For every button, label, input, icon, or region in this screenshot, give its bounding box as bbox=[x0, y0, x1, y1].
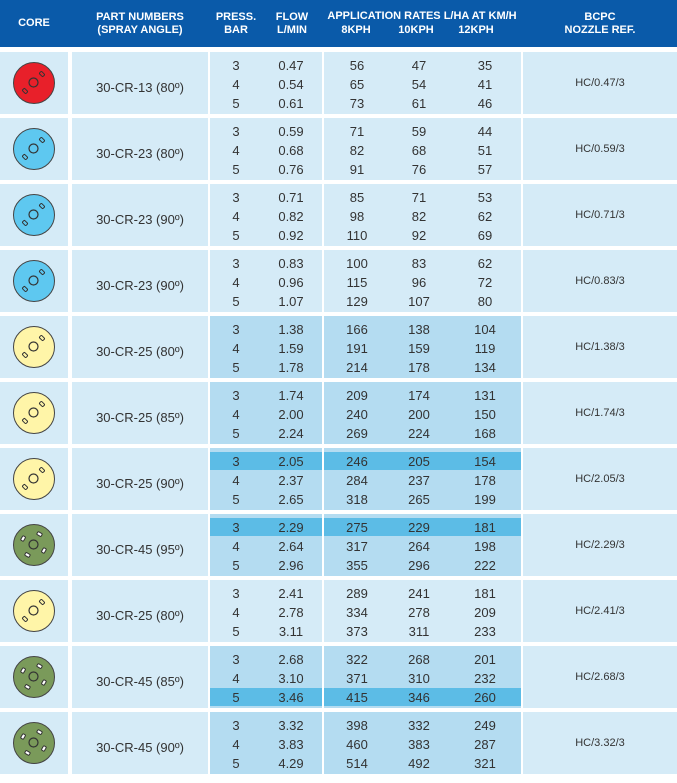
rate-12kph: 321 bbox=[474, 756, 496, 771]
rate-8kph: 355 bbox=[346, 558, 368, 573]
rate-12kph: 134 bbox=[474, 360, 496, 375]
data-line bbox=[0, 754, 677, 773]
header-pressure bbox=[210, 0, 262, 47]
part-number: 30-CR-25 (85º) bbox=[72, 382, 208, 444]
rate-10kph: 296 bbox=[408, 558, 430, 573]
rate-12kph: 199 bbox=[474, 492, 496, 507]
pressure-value: 4 bbox=[232, 539, 240, 554]
rate-10kph: 178 bbox=[408, 360, 430, 375]
data-line bbox=[0, 56, 677, 75]
bcpc-ref: HC/0.71/3 bbox=[523, 184, 677, 246]
rate-8kph: 284 bbox=[346, 473, 368, 488]
rate-12kph: 41 bbox=[477, 77, 493, 92]
pressure-value: 4 bbox=[232, 473, 240, 488]
data-line bbox=[0, 735, 677, 754]
rate-8kph: 371 bbox=[346, 671, 368, 686]
pressure-value: 3 bbox=[232, 322, 240, 337]
rate-8kph: 246 bbox=[346, 454, 368, 469]
bcpc-ref: HC/2.41/3 bbox=[523, 580, 677, 642]
pressure-value: 5 bbox=[232, 228, 240, 243]
rate-10kph: 492 bbox=[408, 756, 430, 771]
header-flow-line2: L/MIN bbox=[277, 23, 307, 36]
rate-8kph: 334 bbox=[346, 605, 368, 620]
flow-value: 2.64 bbox=[278, 539, 304, 554]
flow-value: 0.59 bbox=[278, 124, 304, 139]
rate-8kph: 460 bbox=[346, 737, 368, 752]
part-number: 30-CR-25 (80º) bbox=[72, 316, 208, 378]
flow-value: 1.07 bbox=[278, 294, 304, 309]
data-line bbox=[0, 386, 677, 405]
pressure-value: 3 bbox=[232, 388, 240, 403]
rate-12kph: 178 bbox=[474, 473, 496, 488]
table-row bbox=[0, 250, 677, 312]
header-speed-10: 10KPH bbox=[398, 24, 434, 36]
rate-10kph: 310 bbox=[408, 671, 430, 686]
flow-value: 2.00 bbox=[278, 407, 304, 422]
rate-8kph: 115 bbox=[346, 275, 368, 290]
flow-value: 0.71 bbox=[278, 190, 304, 205]
flow-value: 2.68 bbox=[278, 652, 304, 667]
data-line bbox=[0, 622, 677, 641]
rate-12kph: 72 bbox=[477, 275, 493, 290]
pressure-value: 3 bbox=[232, 652, 240, 667]
data-line bbox=[0, 358, 677, 377]
flow-value: 1.59 bbox=[278, 341, 304, 356]
rate-10kph: 82 bbox=[411, 209, 427, 224]
data-line bbox=[0, 490, 677, 509]
rate-10kph: 332 bbox=[408, 718, 430, 733]
bcpc-ref: HC/2.29/3 bbox=[523, 514, 677, 576]
pressure-value: 4 bbox=[232, 209, 240, 224]
flow-value: 1.78 bbox=[278, 360, 304, 375]
header-application-label: APPLICATION RATES L/HA AT KM/H bbox=[327, 10, 517, 22]
data-line bbox=[0, 584, 677, 603]
rate-10kph: 47 bbox=[411, 58, 427, 73]
part-number: 30-CR-23 (80º) bbox=[72, 118, 208, 180]
rate-10kph: 61 bbox=[411, 96, 427, 111]
table-row bbox=[0, 712, 677, 774]
part-number: 30-CR-45 (90º) bbox=[72, 712, 208, 774]
bcpc-ref: HC/0.83/3 bbox=[523, 250, 677, 312]
pressure-value: 4 bbox=[232, 671, 240, 686]
header-core-label: CORE bbox=[18, 17, 50, 29]
rate-12kph: 46 bbox=[477, 96, 493, 111]
rate-8kph: 269 bbox=[346, 426, 368, 441]
data-line bbox=[0, 75, 677, 94]
rate-12kph: 53 bbox=[477, 190, 493, 205]
flow-value: 2.96 bbox=[278, 558, 304, 573]
bcpc-ref: HC/1.38/3 bbox=[523, 316, 677, 378]
header-speeds bbox=[322, 24, 522, 37]
flow-value: 0.54 bbox=[278, 77, 304, 92]
rate-10kph: 237 bbox=[408, 473, 430, 488]
flow-value: 1.38 bbox=[278, 322, 304, 337]
rate-10kph: 59 bbox=[411, 124, 427, 139]
rate-10kph: 268 bbox=[408, 652, 430, 667]
data-line bbox=[0, 518, 677, 537]
header-part-numbers bbox=[72, 0, 208, 47]
table-row bbox=[0, 448, 677, 510]
rate-10kph: 107 bbox=[408, 294, 430, 309]
flow-value: 4.29 bbox=[278, 756, 304, 771]
part-number: 30-CR-13 (80º) bbox=[72, 52, 208, 114]
rate-12kph: 51 bbox=[477, 143, 493, 158]
rate-12kph: 44 bbox=[477, 124, 493, 139]
flow-value: 0.83 bbox=[278, 256, 304, 271]
data-line bbox=[0, 405, 677, 424]
rate-12kph: 168 bbox=[474, 426, 496, 441]
data-line bbox=[0, 452, 677, 471]
rate-12kph: 62 bbox=[477, 256, 493, 271]
rate-10kph: 264 bbox=[408, 539, 430, 554]
rate-12kph: 181 bbox=[474, 520, 496, 535]
part-number: 30-CR-25 (90º) bbox=[72, 448, 208, 510]
header-bcpc-line2: NOZZLE REF. bbox=[564, 23, 636, 36]
data-line bbox=[0, 122, 677, 141]
rate-10kph: 229 bbox=[408, 520, 430, 535]
part-number: 30-CR-25 (80º) bbox=[72, 580, 208, 642]
rate-8kph: 415 bbox=[346, 690, 368, 705]
data-line bbox=[0, 537, 677, 556]
pressure-value: 4 bbox=[232, 275, 240, 290]
flow-value: 0.47 bbox=[278, 58, 304, 73]
rate-8kph: 166 bbox=[346, 322, 368, 337]
pressure-value: 5 bbox=[232, 690, 240, 705]
rate-8kph: 275 bbox=[346, 520, 368, 535]
rate-12kph: 57 bbox=[477, 162, 493, 177]
header-flow-line1: FLOW bbox=[275, 10, 309, 23]
data-line bbox=[0, 160, 677, 179]
rate-12kph: 150 bbox=[474, 407, 496, 422]
pressure-value: 3 bbox=[232, 58, 240, 73]
rate-12kph: 69 bbox=[477, 228, 493, 243]
rate-10kph: 278 bbox=[408, 605, 430, 620]
data-line bbox=[0, 424, 677, 443]
rate-8kph: 514 bbox=[346, 756, 368, 771]
data-line bbox=[0, 471, 677, 490]
rate-12kph: 232 bbox=[474, 671, 496, 686]
pressure-value: 4 bbox=[232, 341, 240, 356]
data-line bbox=[0, 188, 677, 207]
rate-8kph: 289 bbox=[346, 586, 368, 601]
rate-8kph: 82 bbox=[349, 143, 365, 158]
flow-value: 2.24 bbox=[278, 426, 304, 441]
header-part-line1: PART NUMBERS bbox=[96, 10, 184, 23]
header-part-line2: (SPRAY ANGLE) bbox=[97, 23, 183, 36]
flow-value: 0.82 bbox=[278, 209, 304, 224]
data-line bbox=[0, 226, 677, 245]
rate-12kph: 104 bbox=[474, 322, 496, 337]
table-row bbox=[0, 382, 677, 444]
rate-8kph: 318 bbox=[346, 492, 368, 507]
pressure-value: 3 bbox=[232, 718, 240, 733]
rate-12kph: 62 bbox=[477, 209, 493, 224]
rate-8kph: 191 bbox=[346, 341, 368, 356]
rate-12kph: 80 bbox=[477, 294, 493, 309]
flow-value: 3.10 bbox=[278, 671, 304, 686]
rate-8kph: 73 bbox=[349, 96, 365, 111]
flow-value: 2.29 bbox=[278, 520, 304, 535]
rate-10kph: 174 bbox=[408, 388, 430, 403]
data-line bbox=[0, 254, 677, 273]
flow-value: 0.96 bbox=[278, 275, 304, 290]
table-row bbox=[0, 118, 677, 180]
pressure-value: 5 bbox=[232, 294, 240, 309]
data-line bbox=[0, 292, 677, 311]
rate-8kph: 209 bbox=[346, 388, 368, 403]
pressure-value: 3 bbox=[232, 124, 240, 139]
data-line bbox=[0, 716, 677, 735]
table-row bbox=[0, 184, 677, 246]
header-bcpc bbox=[523, 0, 677, 47]
table-row bbox=[0, 514, 677, 576]
rate-10kph: 92 bbox=[411, 228, 427, 243]
rate-8kph: 322 bbox=[346, 652, 368, 667]
table-row bbox=[0, 316, 677, 378]
rate-8kph: 129 bbox=[346, 294, 368, 309]
pressure-value: 5 bbox=[232, 360, 240, 375]
flow-value: 3.83 bbox=[278, 737, 304, 752]
rate-8kph: 100 bbox=[346, 256, 368, 271]
data-line bbox=[0, 207, 677, 226]
pressure-value: 4 bbox=[232, 605, 240, 620]
data-line bbox=[0, 688, 677, 707]
header-bcpc-line1: BCPC bbox=[584, 10, 616, 23]
rate-8kph: 85 bbox=[349, 190, 365, 205]
table-row bbox=[0, 580, 677, 642]
rate-10kph: 311 bbox=[408, 624, 430, 639]
pressure-value: 5 bbox=[232, 624, 240, 639]
flow-value: 1.74 bbox=[278, 388, 304, 403]
rate-8kph: 56 bbox=[349, 58, 365, 73]
flow-value: 0.92 bbox=[278, 228, 304, 243]
rate-10kph: 205 bbox=[408, 454, 430, 469]
data-line bbox=[0, 603, 677, 622]
pressure-value: 3 bbox=[232, 520, 240, 535]
pressure-value: 4 bbox=[232, 143, 240, 158]
rate-10kph: 68 bbox=[411, 143, 427, 158]
flow-value: 3.32 bbox=[278, 718, 304, 733]
rate-10kph: 71 bbox=[411, 190, 427, 205]
pressure-value: 4 bbox=[232, 737, 240, 752]
pressure-value: 5 bbox=[232, 558, 240, 573]
rate-10kph: 96 bbox=[411, 275, 427, 290]
bcpc-ref: HC/1.74/3 bbox=[523, 382, 677, 444]
rate-10kph: 83 bbox=[411, 256, 427, 271]
data-line bbox=[0, 141, 677, 160]
pressure-value: 5 bbox=[232, 96, 240, 111]
bcpc-ref: HC/2.05/3 bbox=[523, 448, 677, 510]
bcpc-ref: HC/3.32/3 bbox=[523, 712, 677, 774]
part-number: 30-CR-23 (90º) bbox=[72, 250, 208, 312]
rate-10kph: 159 bbox=[408, 341, 430, 356]
rate-12kph: 154 bbox=[474, 454, 496, 469]
flow-value: 2.65 bbox=[278, 492, 304, 507]
data-line bbox=[0, 650, 677, 669]
data-line bbox=[0, 556, 677, 575]
rate-8kph: 71 bbox=[349, 124, 365, 139]
header-press-line2: BAR bbox=[224, 23, 248, 36]
rate-8kph: 65 bbox=[349, 77, 365, 92]
rate-12kph: 209 bbox=[474, 605, 496, 620]
part-number: 30-CR-45 (85º) bbox=[72, 646, 208, 708]
rate-12kph: 198 bbox=[474, 539, 496, 554]
rate-10kph: 265 bbox=[408, 492, 430, 507]
bcpc-ref: HC/0.59/3 bbox=[523, 118, 677, 180]
header-core bbox=[0, 0, 68, 47]
rate-8kph: 373 bbox=[346, 624, 368, 639]
rate-12kph: 249 bbox=[474, 718, 496, 733]
flow-value: 2.37 bbox=[278, 473, 304, 488]
rate-12kph: 222 bbox=[474, 558, 496, 573]
table-row bbox=[0, 52, 677, 114]
rate-10kph: 346 bbox=[408, 690, 430, 705]
flow-value: 0.76 bbox=[278, 162, 304, 177]
bcpc-ref: HC/2.68/3 bbox=[523, 646, 677, 708]
header-speed-12: 12KPH bbox=[458, 24, 494, 36]
rate-8kph: 110 bbox=[346, 228, 368, 243]
rate-10kph: 54 bbox=[411, 77, 427, 92]
pressure-value: 3 bbox=[232, 190, 240, 205]
bcpc-ref: HC/0.47/3 bbox=[523, 52, 677, 114]
flow-value: 3.46 bbox=[278, 690, 304, 705]
header-press-line1: PRESS. bbox=[215, 10, 257, 23]
flow-value: 2.05 bbox=[278, 454, 304, 469]
pressure-value: 3 bbox=[232, 256, 240, 271]
flow-value: 0.61 bbox=[278, 96, 304, 111]
data-line bbox=[0, 273, 677, 292]
header-speed-8: 8KPH bbox=[341, 24, 371, 36]
data-line bbox=[0, 339, 677, 358]
rate-8kph: 214 bbox=[346, 360, 368, 375]
rate-8kph: 317 bbox=[346, 539, 368, 554]
flow-value: 2.78 bbox=[278, 605, 304, 620]
rate-10kph: 224 bbox=[408, 426, 430, 441]
rate-12kph: 260 bbox=[474, 690, 496, 705]
table-header bbox=[0, 0, 677, 47]
pressure-value: 5 bbox=[232, 756, 240, 771]
rate-12kph: 131 bbox=[474, 388, 496, 403]
rate-8kph: 398 bbox=[346, 718, 368, 733]
rate-12kph: 35 bbox=[477, 58, 493, 73]
flow-value: 0.68 bbox=[278, 143, 304, 158]
pressure-value: 5 bbox=[232, 426, 240, 441]
rate-12kph: 287 bbox=[474, 737, 496, 752]
rate-10kph: 200 bbox=[408, 407, 430, 422]
rate-12kph: 201 bbox=[474, 652, 496, 667]
pressure-value: 5 bbox=[232, 492, 240, 507]
header-application-rates bbox=[322, 0, 522, 47]
rate-10kph: 383 bbox=[408, 737, 430, 752]
flow-value: 3.11 bbox=[278, 624, 304, 639]
pressure-value: 4 bbox=[232, 407, 240, 422]
rate-8kph: 240 bbox=[346, 407, 368, 422]
pressure-value: 3 bbox=[232, 454, 240, 469]
pressure-value: 4 bbox=[232, 77, 240, 92]
pressure-value: 3 bbox=[232, 586, 240, 601]
data-line bbox=[0, 94, 677, 113]
rate-12kph: 181 bbox=[474, 586, 496, 601]
part-number: 30-CR-45 (95º) bbox=[72, 514, 208, 576]
rate-10kph: 138 bbox=[408, 322, 430, 337]
pressure-value: 5 bbox=[232, 162, 240, 177]
data-line bbox=[0, 320, 677, 339]
data-line bbox=[0, 669, 677, 688]
rate-10kph: 76 bbox=[411, 162, 427, 177]
table-row bbox=[0, 646, 677, 708]
rate-8kph: 98 bbox=[349, 209, 365, 224]
rate-12kph: 233 bbox=[474, 624, 496, 639]
flow-value: 2.41 bbox=[278, 586, 304, 601]
rate-8kph: 91 bbox=[349, 162, 365, 177]
header-flow bbox=[262, 0, 322, 47]
rate-10kph: 241 bbox=[408, 586, 430, 601]
part-number: 30-CR-23 (90º) bbox=[72, 184, 208, 246]
rate-12kph: 119 bbox=[474, 341, 496, 356]
